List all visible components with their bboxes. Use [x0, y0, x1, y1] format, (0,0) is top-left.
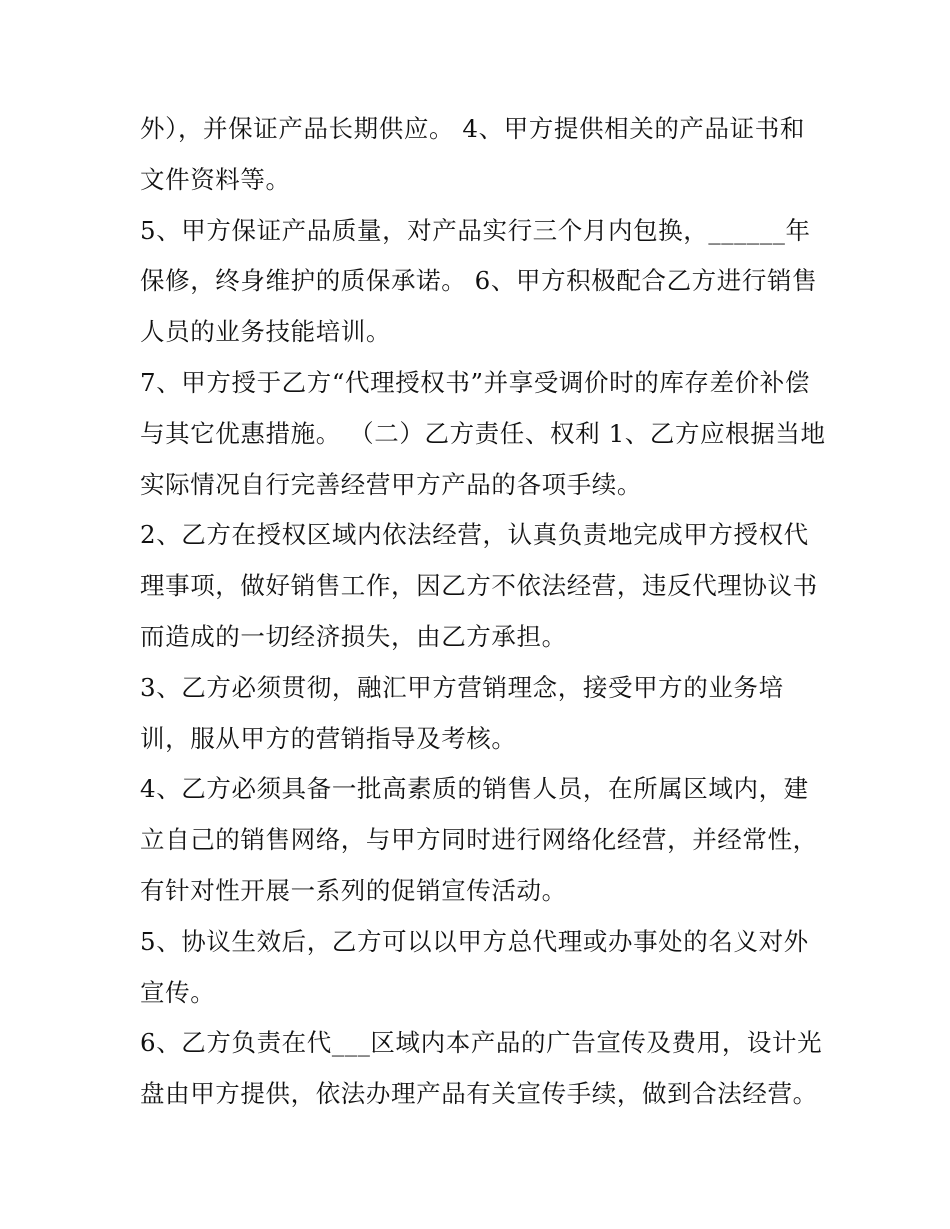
- text-line: 理事项，做好销售工作，因乙方不依法经营，违反代理协议书: [140, 571, 818, 601]
- text-line: 立自己的销售网络，与甲方同时进行网络化经营，并经常性，: [140, 825, 818, 855]
- text-line: 文件资料等。: [140, 164, 291, 194]
- text-line: 7、甲方授于乙方“代理授权书”并享受调价时的库存差价补偿: [140, 367, 810, 397]
- text-line: 5、协议生效后，乙方可以以甲方总代理或办事处的名义对外: [140, 926, 809, 956]
- text-line: 实际情况自行完善经营甲方产品的各项手续。: [140, 469, 642, 499]
- text-line: 训，服从甲方的营销指导及考核。: [140, 723, 517, 753]
- text-line: 宣传。: [140, 977, 216, 1007]
- text-line: 4、乙方必须具备一批高素质的销售人员，在所属区域内，建: [140, 774, 809, 804]
- text-line: 3、乙方必须贯彻，融汇甲方营销理念，接受甲方的业务培: [140, 672, 784, 702]
- text-line: 人员的业务技能培训。: [140, 317, 391, 347]
- text-line: 6、乙方负责在代___区域内本产品的广告宣传及费用，设计光: [140, 1028, 823, 1058]
- text-line: 有针对性开展一系列的促销宣传活动。: [140, 875, 567, 905]
- text-line: 盘由甲方提供，依法办理产品有关宣传手续，做到合法经营。: [140, 1079, 818, 1109]
- text-line: 5、甲方保证产品质量，对产品实行三个月内包换，______年: [140, 215, 811, 245]
- text-line: 2、乙方在授权区域内依法经营，认真负责地完成甲方授权代: [140, 520, 809, 550]
- text-line: 外），并保证产品长期供应。 4、甲方提供相关的产品证书和: [140, 114, 805, 143]
- text-line: 保修，终身维护的质保承诺。 6、甲方积极配合乙方进行销售: [140, 266, 818, 296]
- text-line: 而造成的一切经济损失，由乙方承担。: [140, 621, 567, 651]
- text-line: 与其它优惠措施。 （二）乙方责任、权利 1、乙方应根据当地: [140, 418, 826, 448]
- agreement-text-body: [140, 104, 826, 1120]
